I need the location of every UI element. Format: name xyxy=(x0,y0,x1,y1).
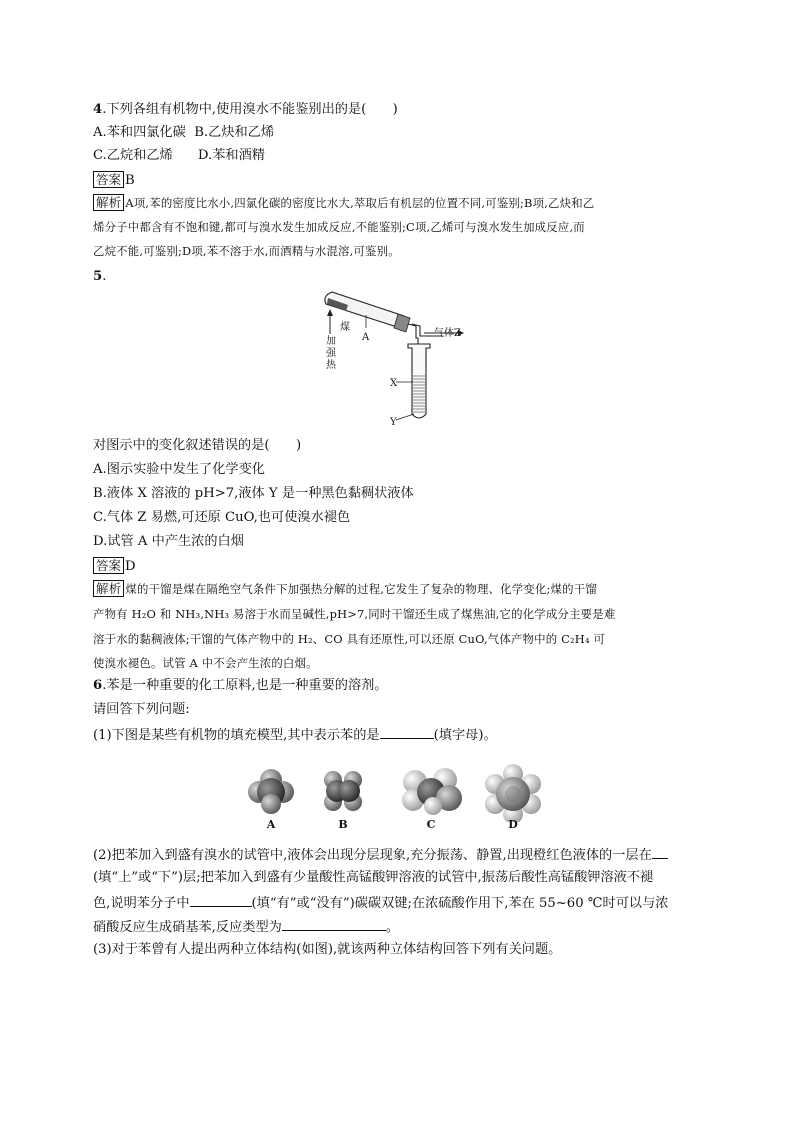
q4-number: 4 xyxy=(93,102,103,117)
q5-option-c: C.气体 Z 易燃,可还原 CuO,也可使溴水褪色 xyxy=(93,510,351,525)
q5-analysis-line4: 使溴水褪色。试管 A 中不会产生浓的白烟。 xyxy=(93,656,318,670)
q4-stem-text: .下列各组有机物中,使用溴水不能鉴别出的是( ) xyxy=(102,102,398,117)
q5-option-a: A.图示实验中发生了化学变化 xyxy=(93,462,265,477)
q6-part3: (3)对于苯曾有人提出两种立体结构(如图),就该两种立体结构回答下列有关问题。 xyxy=(93,942,562,957)
q5-option-b: B.液体 X 溶液的 pH>7,液体 Y 是一种黑色黏稠状液体 xyxy=(93,486,414,501)
q6-part1-blank[interactable] xyxy=(380,725,434,739)
q4-option-d: D.苯和酒精 xyxy=(197,148,265,163)
model-label-b: B xyxy=(338,818,348,831)
q5-number: 5 xyxy=(93,269,103,284)
q5-question: 对图示中的变化叙述错误的是( ) xyxy=(93,438,302,453)
q5-analysis-text1: 煤的干馏是煤在隔绝空气条件下加强热分解的过程,它发生了复杂的物理、化学变化;煤的干馏 xyxy=(125,582,597,596)
model-d xyxy=(485,764,541,822)
q6-part1-suffix: (填字母)。 xyxy=(433,728,497,743)
q4-option-c: C.乙烷和乙烯 xyxy=(93,148,173,163)
answer-tag: 答案 xyxy=(93,557,124,574)
q6-part2-line3 xyxy=(93,893,668,913)
model-label-d: D xyxy=(508,818,518,831)
space-filling-models xyxy=(245,762,565,822)
q4-analysis-line1 xyxy=(93,194,594,212)
label-gas-z: 气体Z xyxy=(434,328,461,339)
label-a: A xyxy=(362,332,370,343)
answer-tag: 答案 xyxy=(93,171,124,188)
q5-analysis-line1 xyxy=(93,580,597,598)
analysis-tag: 解析 xyxy=(93,194,124,211)
q4-answer xyxy=(93,171,135,190)
q4-option-a: A.苯和四氯化碳 xyxy=(93,125,186,140)
q5-analysis-line2: 产物有 H₂O 和 NH₃,NH₃ 易溶于水而呈碱性,pH>7,同时干馏还生成了煤焦油,它的化学成分主要是难 xyxy=(93,607,616,621)
q4-analysis-line3: 乙烷不能,可鉴别;D项,苯不溶于水,而酒精与水混溶,可鉴别。 xyxy=(93,244,400,258)
model-label-a: A xyxy=(266,818,276,831)
q4-stem xyxy=(93,101,398,119)
q6-prompt: 请回答下列问题: xyxy=(93,702,190,717)
q4-option-b: B.乙炔和乙烯 xyxy=(194,125,275,140)
q5-analysis-line3: 溶于水的黏稠液体;干馏的气体产物中的 H₂、CO 具有还原性,可以还原 CuO,气体产物中的 C₂H₄ 可 xyxy=(93,632,606,646)
q6-part2-blank3[interactable] xyxy=(282,917,386,931)
q6-part2-text3a: 色,说明苯分子中 xyxy=(93,896,190,911)
q4-options-row1 xyxy=(93,124,274,142)
label-heat: 加强热 xyxy=(326,336,336,371)
model-c xyxy=(402,768,462,815)
q4-options-row2 xyxy=(93,147,265,165)
q6-part1 xyxy=(93,725,497,745)
receiving-tube xyxy=(408,344,430,418)
q6-stem-text: .苯是一种重要的化工原料,也是一种重要的溶剂。 xyxy=(102,678,388,693)
q6-part2-blank1[interactable] xyxy=(652,845,668,859)
q6-part2-text4a: 硝酸反应生成硝基苯,反应类型为 xyxy=(93,920,282,935)
model-label-c: C xyxy=(426,818,436,831)
q4-answer-value: B xyxy=(125,173,135,188)
q6-part2-line2: (填“上”或“下”)层;把苯加入到盛有少量酸性高锰酸钾溶液的试管中,振荡后酸性高锰酸钾溶液不褪 xyxy=(93,870,654,885)
q6-part2-blank2[interactable] xyxy=(190,893,252,907)
q5-answer xyxy=(93,557,136,576)
q6-part2-line1 xyxy=(93,845,668,865)
q5-option-d: D.试管 A 中产生浓的白烟 xyxy=(93,534,244,549)
q6-part2-line4 xyxy=(93,917,399,937)
q6-part2-text3b: (填“有”或“没有”)碳碳双键;在浓硫酸作用下,苯在 55~60 ℃时可以与浓 xyxy=(251,896,669,911)
q6-part2-text4b: 。 xyxy=(385,920,400,935)
coal-distillation-apparatus xyxy=(318,286,488,428)
model-b xyxy=(324,771,362,811)
analysis-tag: 解析 xyxy=(93,580,124,597)
label-coal: 煤 xyxy=(340,322,350,333)
label-y: Y xyxy=(390,417,397,428)
q5-stem xyxy=(93,268,106,286)
test-tube-a xyxy=(325,292,404,328)
q6-number: 6 xyxy=(93,678,103,693)
q5-answer-value: D xyxy=(125,559,136,574)
label-x: X xyxy=(390,378,398,389)
model-a xyxy=(248,769,294,814)
q4-analysis-text1: A项,苯的密度比水小,四氯化碳的密度比水大,萃取后有机层的位置不同,可鉴别;B项,乙炔和乙 xyxy=(125,196,595,210)
q5-stem-suffix: . xyxy=(102,269,107,284)
q6-part1-text: (1)下图是某些有机物的填充模型,其中表示苯的是 xyxy=(93,728,380,743)
q4-analysis-line2: 烯分子中都含有不饱和键,都可与溴水发生加成反应,不能鉴别;C项,乙烯可与溴水发生加成反应,而 xyxy=(93,220,585,234)
q6-part2-text1: (2)把苯加入到盛有溴水的试管中,液体会出现分层现象,充分振荡、静置,出现橙红色液体的一层在 xyxy=(93,848,652,863)
q6-stem xyxy=(93,677,388,695)
